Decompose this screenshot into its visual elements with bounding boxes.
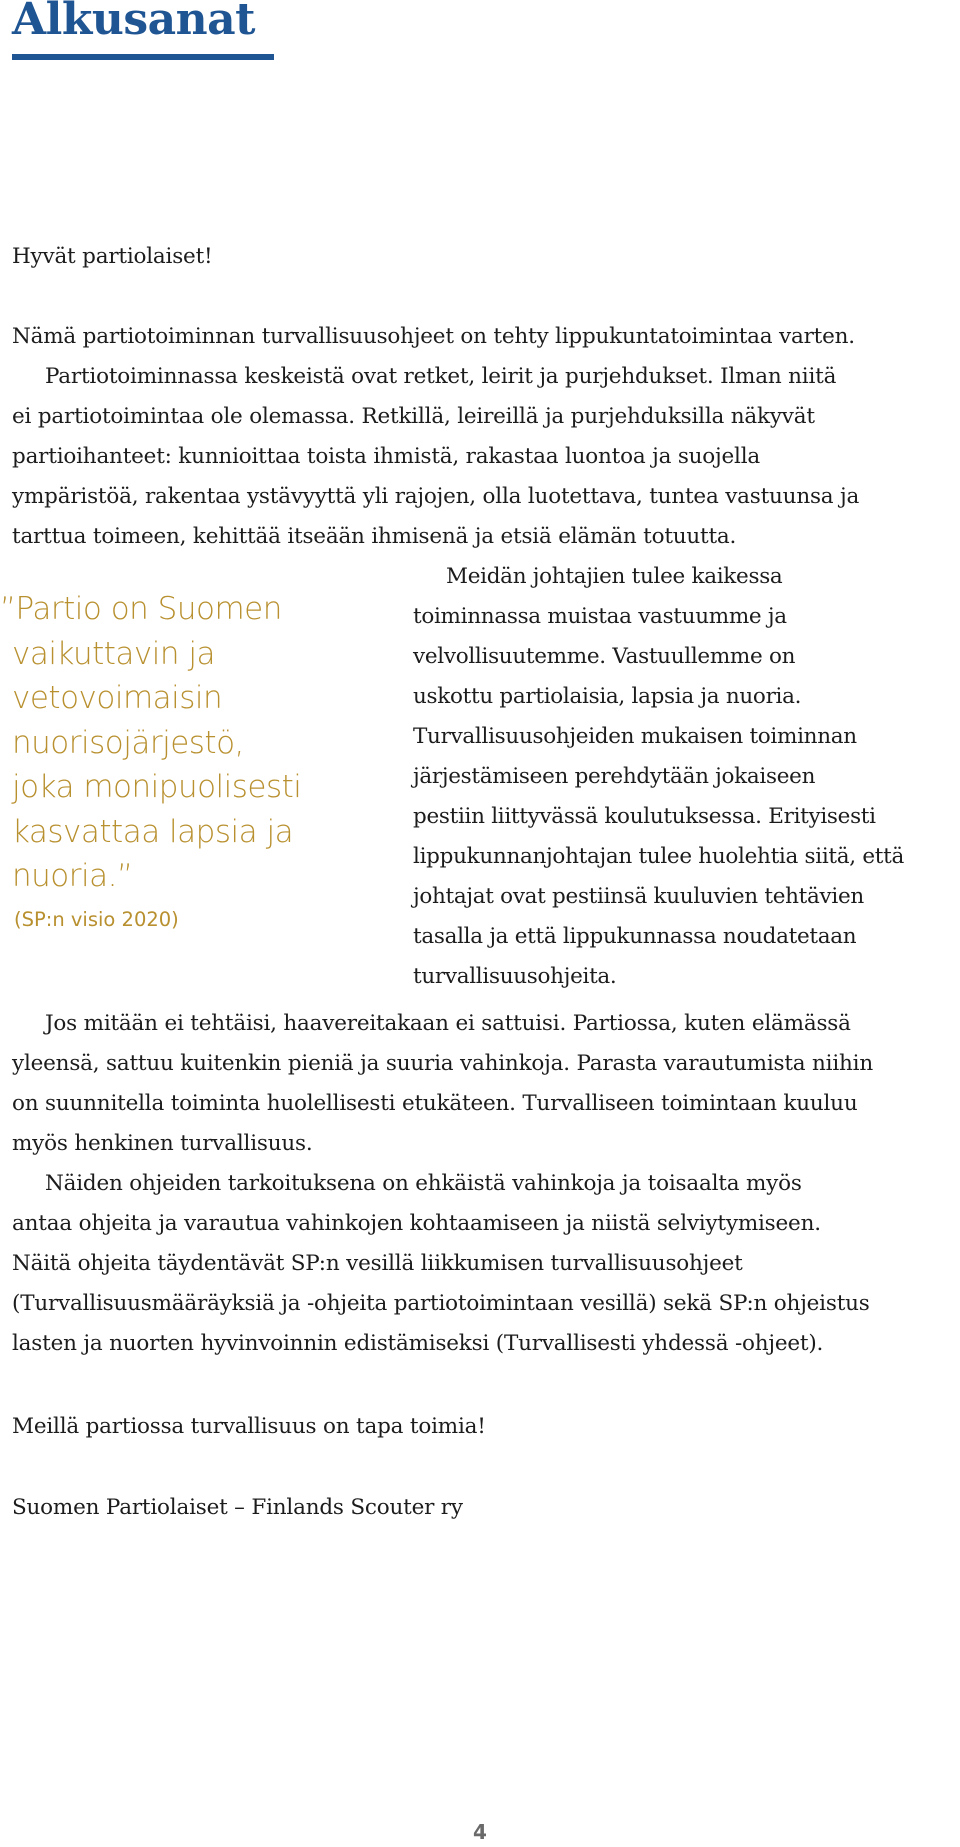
quote-line: vaikuttavin ja bbox=[12, 635, 215, 672]
column-line: turvallisuusohjeita. bbox=[413, 964, 617, 989]
closing-statement: Meillä partiossa turvallisuus on tapa toimia! bbox=[12, 1414, 486, 1439]
purpose-line: antaa ohjeita ja varautua vahinkojen kohtaamiseen ja niistä selviytymiseen. bbox=[12, 1211, 821, 1236]
intro-line: ei partiotoimintaa ole olemassa. Retkillä, leireillä ja purjehduksilla näkyvät bbox=[12, 404, 815, 429]
purpose-line: Näiden ohjeiden tarkoituksena on ehkäistä vahinkoja ja toisaalta myös bbox=[45, 1171, 802, 1196]
accidents-line: yleensä, sattuu kuitenkin pieniä ja suuria vahinkoja. Parasta varautumista niihin bbox=[12, 1051, 873, 1076]
column-line: pestiin liittyvässä koulutuksessa. Erityisesti bbox=[413, 804, 876, 829]
column-line: toiminnassa muistaa vastuumme ja bbox=[413, 604, 787, 629]
column-line: Meidän johtajien tulee kaikessa bbox=[446, 564, 783, 589]
leaders-paragraph bbox=[413, 557, 960, 997]
column-line: Turvallisuusohjeiden mukaisen toiminnan bbox=[413, 724, 857, 749]
pull-quote bbox=[0, 587, 392, 899]
page-number: 4 bbox=[473, 1820, 487, 1844]
intro-line: ympäristöä, rakentaa ystävyyttä yli rajojen, olla luotettava, tuntea vastuunsa ja bbox=[12, 484, 860, 509]
signature: Suomen Partiolaiset – Finlands Scouter ry bbox=[12, 1495, 463, 1520]
column-line: tasalla ja että lippukunnassa noudatetaan bbox=[413, 924, 857, 949]
accidents-line: Jos mitään ei tehtäisi, haavereitakaan ei sattuisi. Partiossa, kuten elämässä bbox=[45, 1011, 851, 1036]
intro-line: Partiotoiminnassa keskeistä ovat retket, leirit ja purjehdukset. Ilman niitä bbox=[45, 364, 837, 389]
accidents-line: on suunnitella toiminta huolellisesti etukäteen. Turvalliseen toimintaan kuuluu bbox=[12, 1091, 858, 1116]
quote-line: kasvattaa lapsia ja bbox=[12, 813, 294, 850]
column-line: lippukunnanjohtajan tulee huolehtia siitä, että bbox=[413, 844, 904, 869]
quote-line: ”Partio on Suomen bbox=[0, 591, 282, 627]
quote-line: nuoria.” bbox=[12, 858, 133, 894]
accidents-line: myös henkinen turvallisuus. bbox=[12, 1131, 313, 1156]
column-line: velvollisuutemme. Vastuullemme on bbox=[413, 644, 796, 669]
title-underline bbox=[12, 54, 274, 60]
column-line: uskottu partiolaisia, lapsia ja nuoria. bbox=[413, 684, 802, 709]
greeting: Hyvät partiolaiset! bbox=[12, 244, 213, 269]
column-line: johtajat ovat pestiinsä kuuluvien tehtävien bbox=[413, 884, 864, 909]
intro-line: partioihanteet: kunnioittaa toista ihmistä, rakastaa luontoa ja suojella bbox=[12, 444, 760, 469]
quote-source: (SP:n visio 2020) bbox=[14, 908, 179, 931]
accidents-paragraph bbox=[12, 1004, 957, 1164]
intro-line: tarttua toimeen, kehittää itseään ihmisenä ja etsiä elämän totuutta. bbox=[12, 524, 737, 549]
quote-line: joka monipuolisesti bbox=[12, 769, 302, 805]
purpose-paragraph bbox=[12, 1164, 957, 1364]
purpose-line: Näitä ohjeita täydentävät SP:n vesillä liikkumisen turvallisuusohjeet bbox=[12, 1251, 743, 1276]
intro-paragraph bbox=[12, 317, 957, 557]
column-line: järjestämiseen perehdytään jokaiseen bbox=[413, 764, 816, 789]
purpose-line: (Turvallisuusmääräyksiä ja -ohjeita partiotoimintaan vesillä) sekä SP:n ohjeistus bbox=[12, 1291, 870, 1316]
quote-line: vetovoimaisin bbox=[12, 680, 223, 716]
purpose-line: lasten ja nuorten hyvinvoinnin edistämiseksi (Turvallisesti yhdessä -ohjeet). bbox=[12, 1331, 824, 1356]
intro-line: Nämä partiotoiminnan turvallisuusohjeet on tehty lippukuntatoimintaa varten. bbox=[12, 324, 855, 349]
page-title: Alkusanat bbox=[12, 0, 255, 45]
quote-line: nuorisojärjestö, bbox=[12, 724, 244, 761]
